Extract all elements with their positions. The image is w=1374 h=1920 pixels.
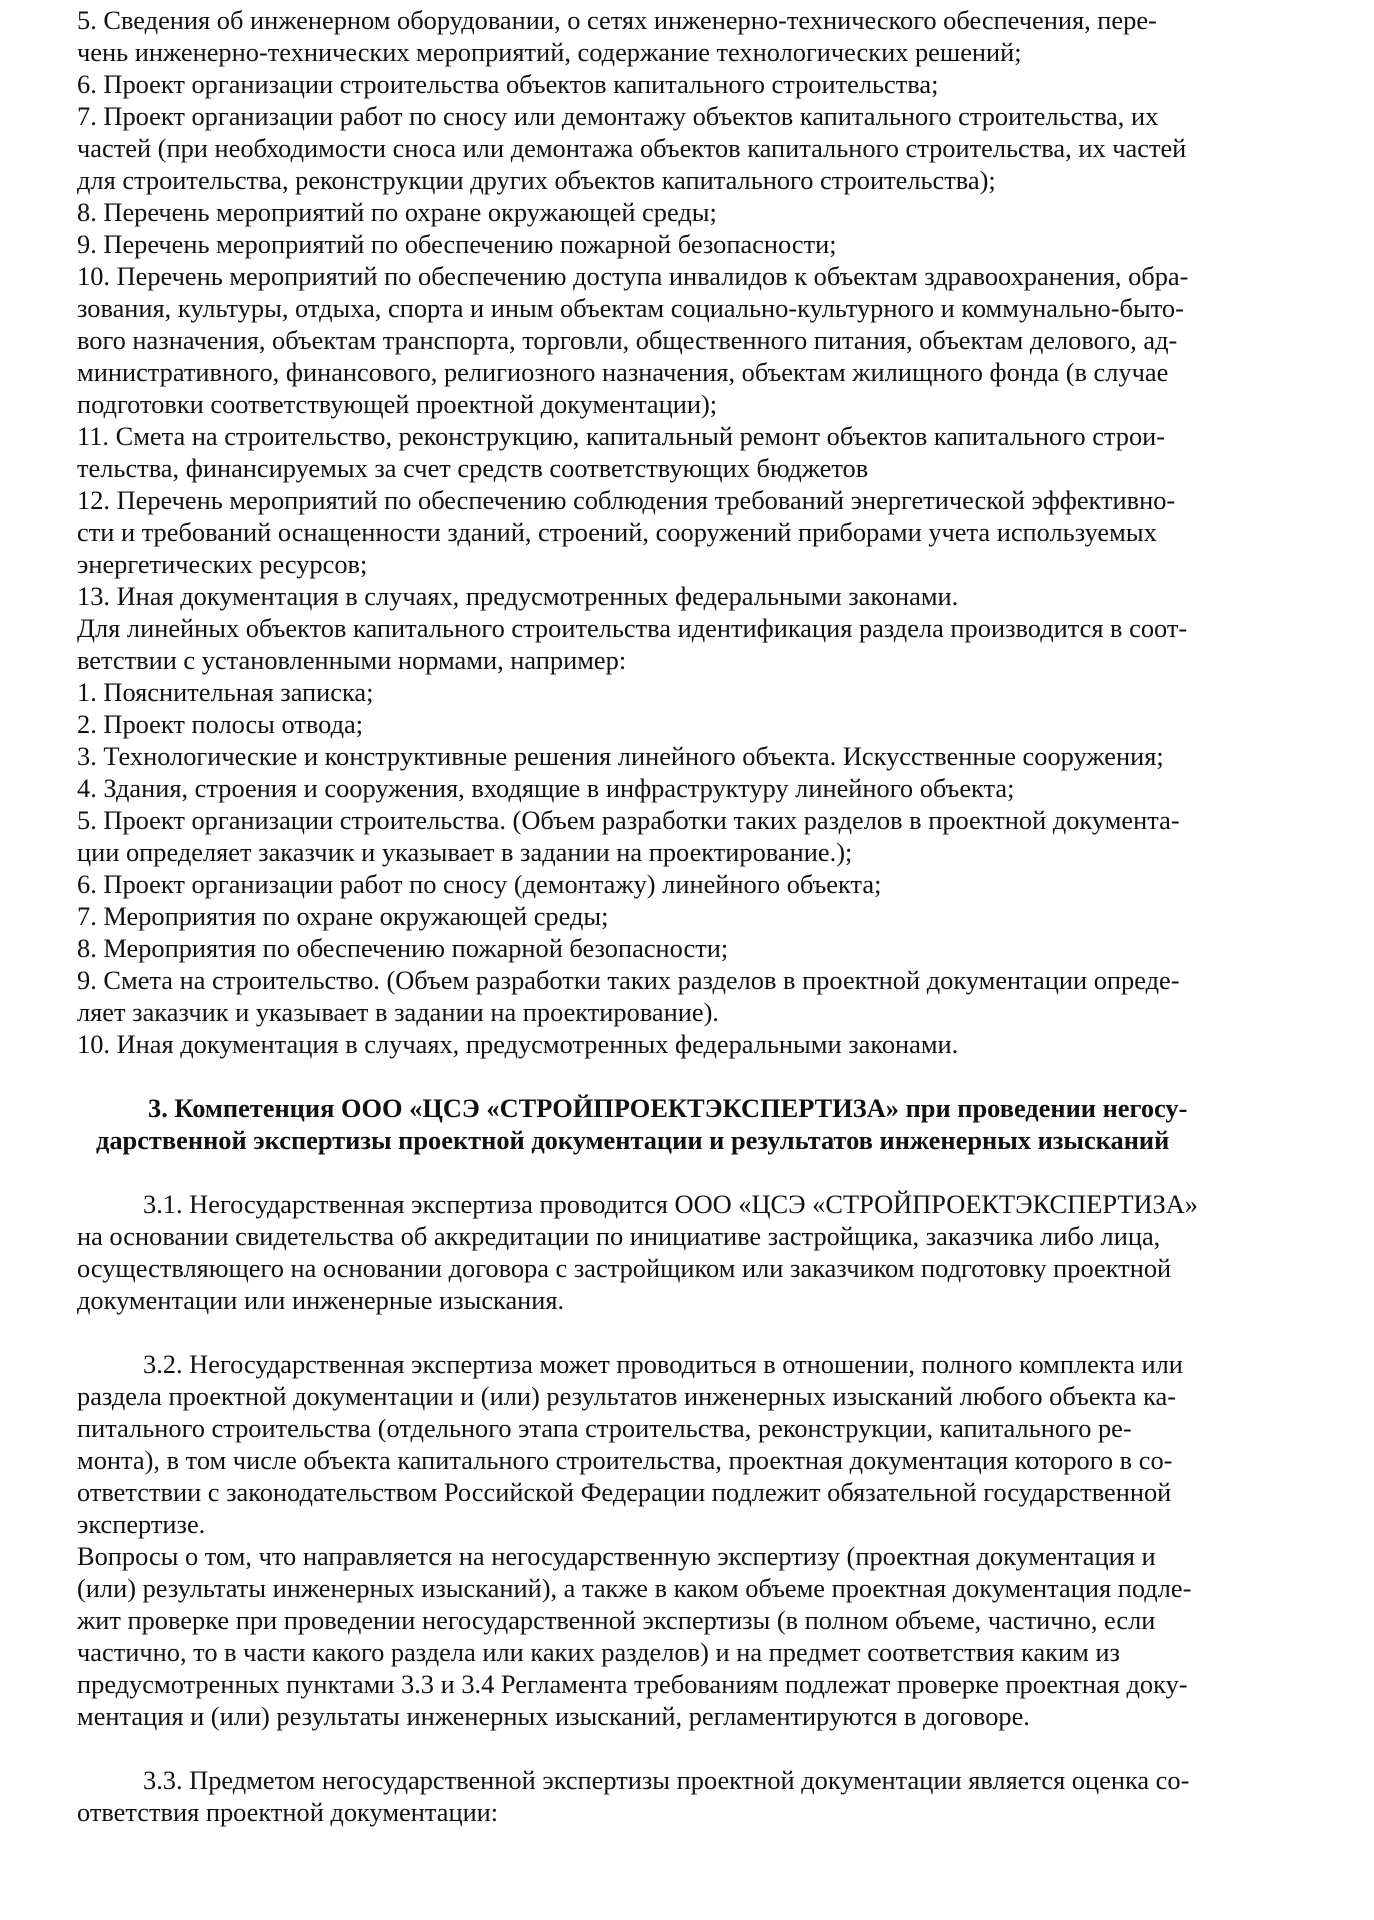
text-line: ответствия проектной документации: [77,1797,499,1827]
text-line: 12. Перечень мероприятий по обеспечению соблюдения требований энергетической эффективно- [77,485,1176,515]
text-line: 10. Иная документация в случаях, предусмотренных федеральными законами. [77,1029,959,1059]
text-line: 4. Здания, строения и сооружения, входящие в инфраструктуру линейного объекта; [77,773,1015,803]
text-line: 2. Проект полосы отвода; [77,709,364,739]
text-line: 10. Перечень мероприятий по обеспечению доступа инвалидов к объектам здравоохранения, обра- [77,261,1189,291]
text-line: зования, культуры, отдыха, спорта и иным объектам социально-культурного и коммунально-быто- [77,293,1184,323]
paragraph-3-3 [77,1764,1307,1828]
text-line: 5. Проект организации строительства. (Объем разработки таких разделов в проектной документа- [77,805,1180,835]
text-line: сти и требований оснащенности зданий, строений, сооружений приборами учета используемых [77,517,1157,547]
text-line: питального строительства (отдельного этапа строительства, реконструкции, капитального ре- [77,1413,1132,1443]
text-line: раздела проектной документации и (или) результатов инженерных изысканий любого объекта ка- [77,1381,1177,1411]
text-line: 13. Иная документация в случаях, предусмотренных федеральными законами. [77,581,959,611]
spacer [77,1732,1307,1764]
text-line: 11. Смета на строительство, реконструкцию, капитальный ремонт объектов капитального строи- [77,421,1166,451]
text-line: подготовки соответствующей проектной документации); [77,389,718,419]
text-line: 8. Мероприятия по обеспечению пожарной безопасности; [77,933,729,963]
text-line: жит проверке при проведении негосударственной экспертизы (в полном объеме, частично, если [77,1605,1156,1635]
text-line: министративного, финансового, религиозного назначения, объектам жилищного фонда (в случае [77,357,1169,387]
text-line: ции определяет заказчик и указывает в задании на проектирование.); [77,837,853,867]
text-line: ответствии с законодательством Российской Федерации подлежит обязательной государственной [77,1477,1172,1507]
text-line: 3.1. Негосударственная экспертиза проводится ООО «ЦСЭ «СТРОЙПРОЕКТЭКСПЕРТИЗА» [143,1189,1198,1219]
text-line: 7. Проект организации работ по сносу или демонтажу объектов капитального строительства, их [77,101,1159,131]
text-line: документации или инженерные изыскания. [77,1285,565,1315]
text-line: частично, то в части какого раздела или каких разделов) и на предмет соответствия каким из [77,1637,1120,1667]
text-line: предусмотренных пунктами 3.3 и 3.4 Регламента требованиям подлежат проверке проектная доку- [77,1669,1188,1699]
text-line: вого назначения, объектам транспорта, торговли, общественного питания, объектам делового, ад- [77,325,1178,355]
text-line: 1. Пояснительная записка; [77,677,374,707]
text-line: 3. Технологические и конструктивные решения линейного объекта. Искусственные сооружения; [77,741,1164,771]
text-line: ментация и (или) результаты инженерных изысканий, регламентируются в договоре. [77,1701,1030,1731]
text-line: 6. Проект организации строительства объектов капитального строительства; [77,69,939,99]
text-line: ветствии с установленными нормами, например: [77,645,627,675]
section-list-capital-objects [77,4,1307,1060]
heading-line: дарственной экспертизы проектной документации и результатов инженерных изысканий [96,1125,1170,1155]
text-line: 8. Перечень мероприятий по охране окружающей среды; [77,197,717,227]
text-line: 7. Мероприятия по охране окружающей среды; [77,901,609,931]
text-line: энергетических ресурсов; [77,549,368,579]
text-line: 9. Перечень мероприятий по обеспечению пожарной безопасности; [77,229,837,259]
paragraph-3-2 [77,1348,1307,1732]
text-line: монта), в том числе объекта капитального строительства, проектная документация которого в со- [77,1445,1173,1475]
text-line: (или) результаты инженерных изысканий), а также в каком объеме проектная документация подле- [77,1573,1192,1603]
text-line: 5. Сведения об инженерном оборудовании, о сетях инженерно-технического обеспечения, пере- [77,5,1157,35]
text-line: 3.2. Негосударственная экспертиза может проводиться в отношении, полного комплекта или [143,1349,1183,1379]
spacer [77,1156,1307,1188]
text-line: экспертизе. [77,1509,206,1539]
text-line: Вопросы о том, что направляется на негосударственную экспертизу (проектная документация и [77,1541,1156,1571]
text-line: ляет заказчик и указывает в задании на проектирование). [77,997,719,1027]
text-line: 6. Проект организации работ по сносу (демонтажу) линейного объекта; [77,869,882,899]
text-line: 9. Смета на строительство. (Объем разработки таких разделов в проектной документации опреде- [77,965,1180,995]
document-page [77,4,1307,1828]
paragraph-3-1 [77,1188,1307,1316]
text-line: на основании свидетельства об аккредитации по инициативе застройщика, заказчика либо лица, [77,1221,1161,1251]
section-heading [77,1092,1307,1156]
text-line: для строительства, реконструкции других объектов капитального строительства); [77,165,996,195]
heading-line: 3. Компетенция ООО «ЦСЭ «СТРОЙПРОЕКТЭКСПЕРТИЗА» при проведении негосу- [148,1093,1188,1123]
text-line: частей (при необходимости сноса или демонтажа объектов капитального строительства, их частей [77,133,1187,163]
text-line: осуществляющего на основании договора с застройщиком или заказчиком подготовку проектной [77,1253,1172,1283]
text-line: Для линейных объектов капитального строительства идентификация раздела производится в соот- [77,613,1188,643]
text-line: 3.3. Предметом негосударственной экспертизы проектной документации является оценка со- [143,1765,1190,1795]
spacer [77,1060,1307,1092]
spacer [77,1316,1307,1348]
text-line: тельства, финансируемых за счет средств соответствующих бюджетов [77,453,869,483]
text-line: чень инженерно-технических мероприятий, содержание технологических решений; [77,37,1022,67]
